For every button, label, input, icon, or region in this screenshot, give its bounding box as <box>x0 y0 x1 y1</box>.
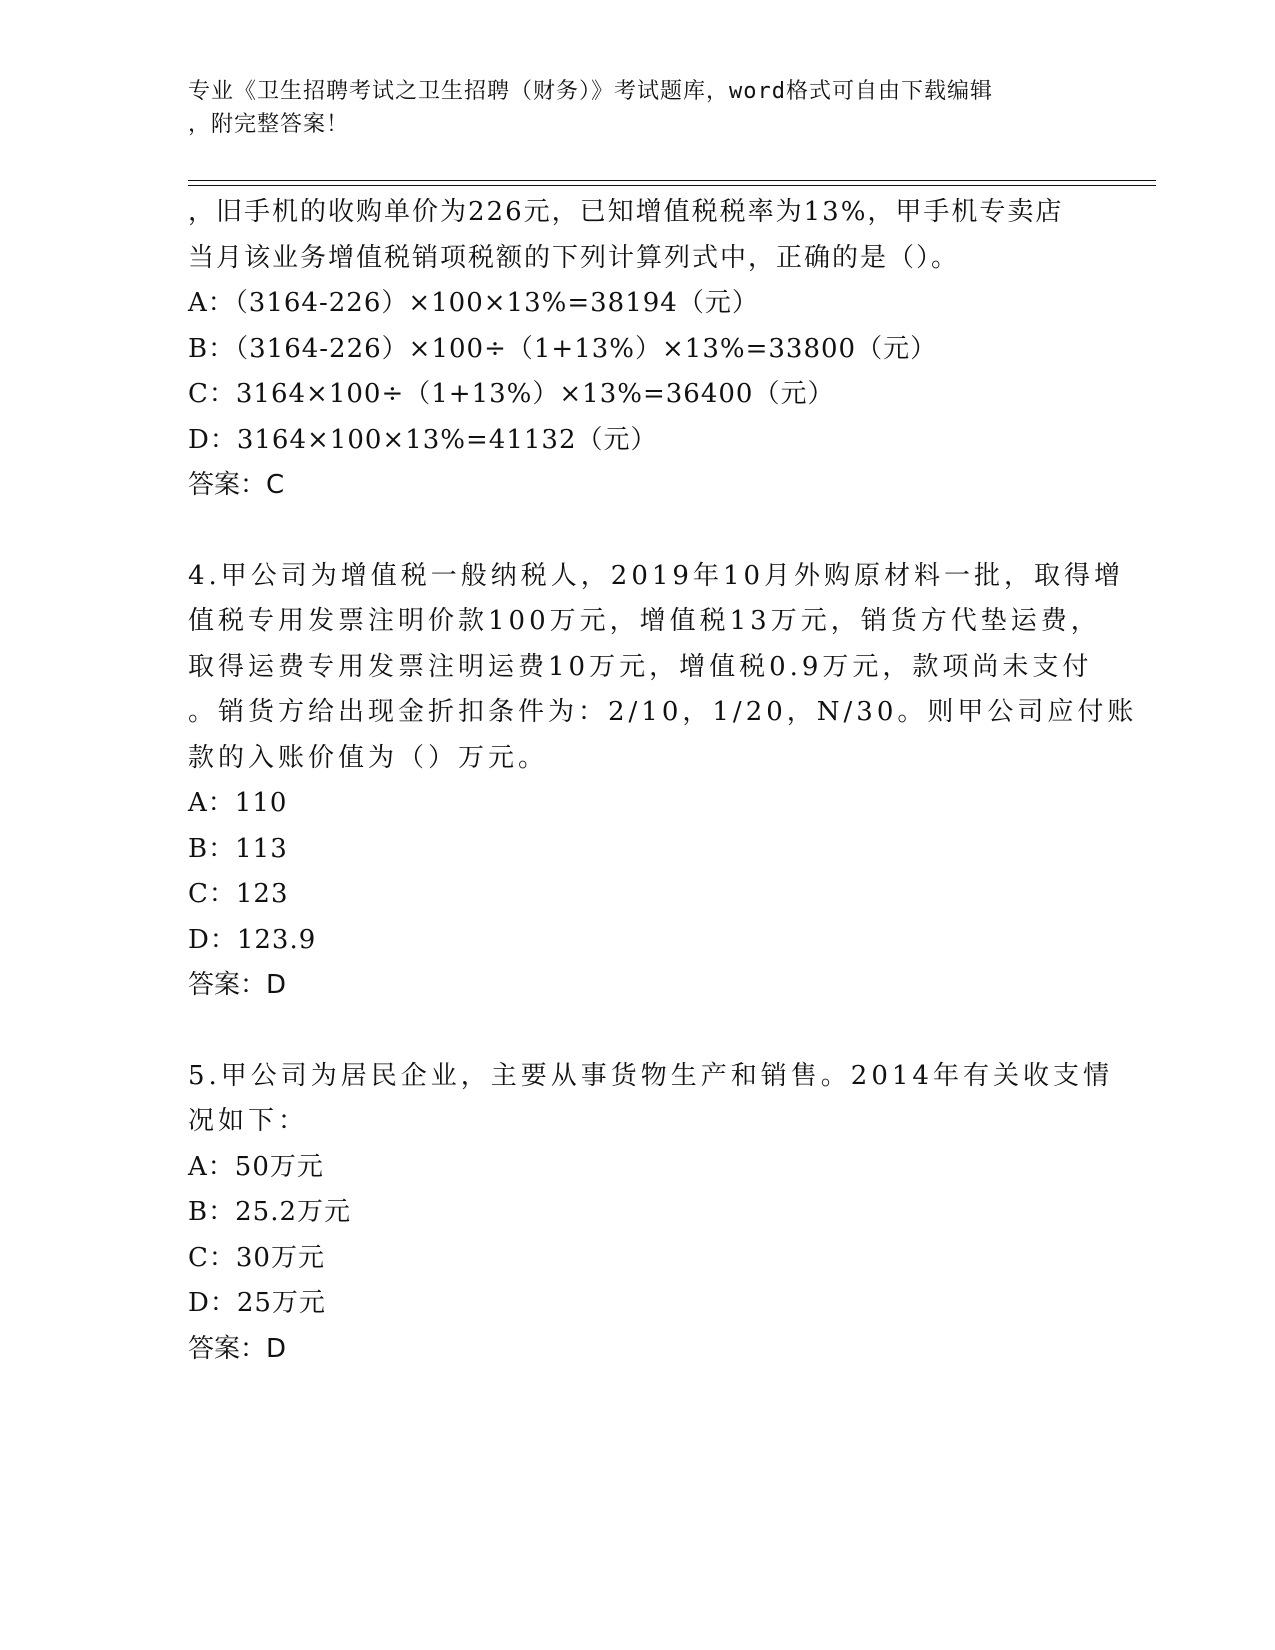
option-b: B：25.2万元 <box>188 1197 351 1227</box>
option-a: A：50万元 <box>188 1151 324 1182</box>
question-text-line: 取得运费专用发票注明运费10万元，增值税0.9万元，款项尚未支付 <box>188 651 1093 682</box>
question-text-line: 款的入账价值为（）万元。 <box>188 742 549 773</box>
header-divider-top <box>188 180 1156 181</box>
option-a: A：110 <box>188 788 288 818</box>
option-d: D：3164×100×13%=41132（元） <box>188 424 658 455</box>
answer-label: 答案：D <box>188 1333 287 1364</box>
question-text-line: 5.甲公司为居民企业，主要从事货物生产和销售。2014年有关收支情 <box>188 1060 1113 1091</box>
answer-label: 答案：D <box>188 970 287 1000</box>
question-text-line: 当月该业务增值税销项税额的下列计算列式中，正确的是（）。 <box>188 242 960 273</box>
header-line-2: ，附完整答案！ <box>188 112 350 137</box>
option-c: C：30万元 <box>188 1242 325 1273</box>
header-divider-bottom <box>188 185 1156 186</box>
question-text-line: ，旧手机的收购单价为226元，已知增值税税率为13%，甲手机专卖店 <box>188 197 1064 227</box>
option-d: D：25万元 <box>188 1288 326 1318</box>
header-line-1: 专业《卫生招聘考试之卫生招聘（财务）》考试题库，word格式可自由下载编辑 <box>188 79 993 104</box>
question-3 <box>188 190 1088 509</box>
option-b: B：113 <box>188 833 288 864</box>
option-b: B：（3164-226）×100÷（1+13%）×13%=33800（元） <box>188 333 938 364</box>
option-c: C：123 <box>188 879 289 909</box>
question-5 <box>188 1054 1113 1373</box>
answer-label: 答案：C <box>188 470 285 500</box>
option-d: D：123.9 <box>188 924 317 955</box>
question-text-line: 值税专用发票注明价款100万元，增值税13万元，销货方代垫运费， <box>188 606 1101 636</box>
spacer <box>188 509 1088 554</box>
question-text-line: 。销货方给出现金折扣条件为：2/10，1/20，N/30。则甲公司应付账 <box>188 697 1138 727</box>
option-a: A：（3164-226）×100×13%=38194（元） <box>188 288 759 318</box>
spacer <box>188 1009 1088 1054</box>
question-text-line: 4.甲公司为增值税一般纳税人，2019年10月外购原材料一批，取得增 <box>188 560 1125 591</box>
question-text-line: 况如下： <box>188 1106 309 1136</box>
question-4 <box>188 554 1138 1009</box>
option-c: C：3164×100÷（1+13%）×13%=36400（元） <box>188 379 835 409</box>
document-header <box>188 75 1068 141</box>
document-body <box>188 190 1138 1372</box>
